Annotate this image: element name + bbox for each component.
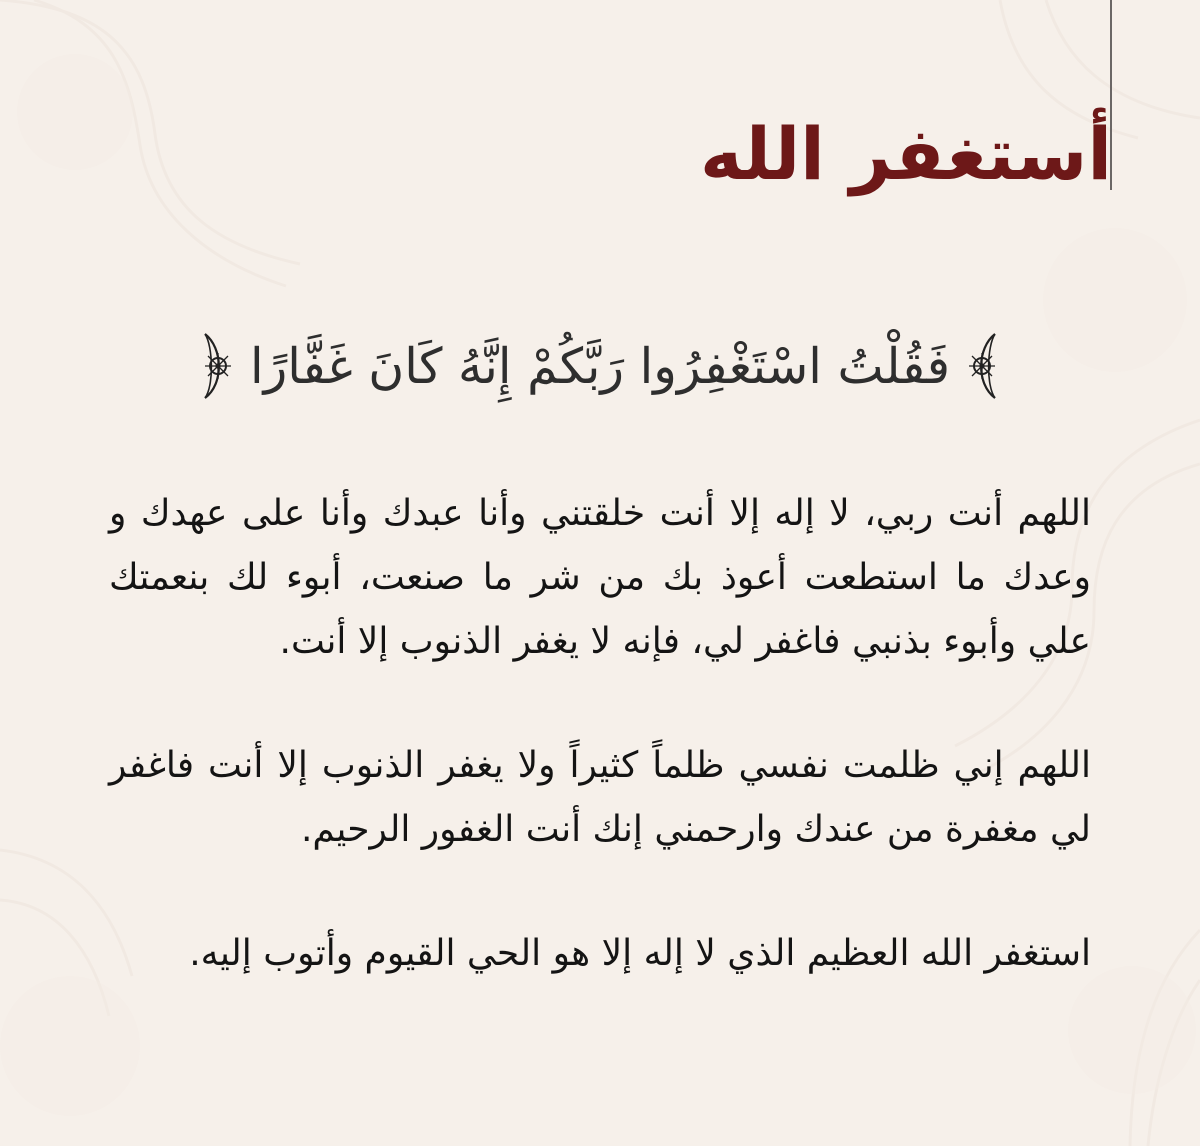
dua-paragraph-3: استغفر الله العظيم الذي لا إله إلا هو الحي القيوم وأتوب إليه. xyxy=(189,933,1091,974)
quranic-verse-block xyxy=(108,320,1092,412)
title-block xyxy=(700,112,1112,196)
dua-content xyxy=(109,482,1091,986)
page-title: أستغفر الله xyxy=(700,112,1112,196)
dua-paragraph-1: اللهم أنت ربي، لا إله إلا أنت خلقتني وأنا عبدك وأنا على عهدك و وعدك ما استطعت أعوذ بك من شر ما صنعت، أبوء لك بنعمتك علي وأبوء بذنبي فاغفر لي، فإنه لا يغفر الذنوب إلا أنت. xyxy=(109,493,1091,662)
verse-ornament-right-icon xyxy=(964,329,1012,403)
verse-text: فَقُلْتُ اسْتَغْفِرُوا رَبَّكُمْ إِنَّهُ كَانَ غَفَّارًا xyxy=(250,337,950,395)
dua-paragraph-2: اللهم إني ظلمت نفسي ظلماً كثيراً ولا يغفر الذنوب إلا أنت فاغفر لي مغفرة من عندك وارحمني إنك أنت الغفور الرحيم. xyxy=(109,745,1091,850)
verse-ornament-left-icon xyxy=(188,329,236,403)
